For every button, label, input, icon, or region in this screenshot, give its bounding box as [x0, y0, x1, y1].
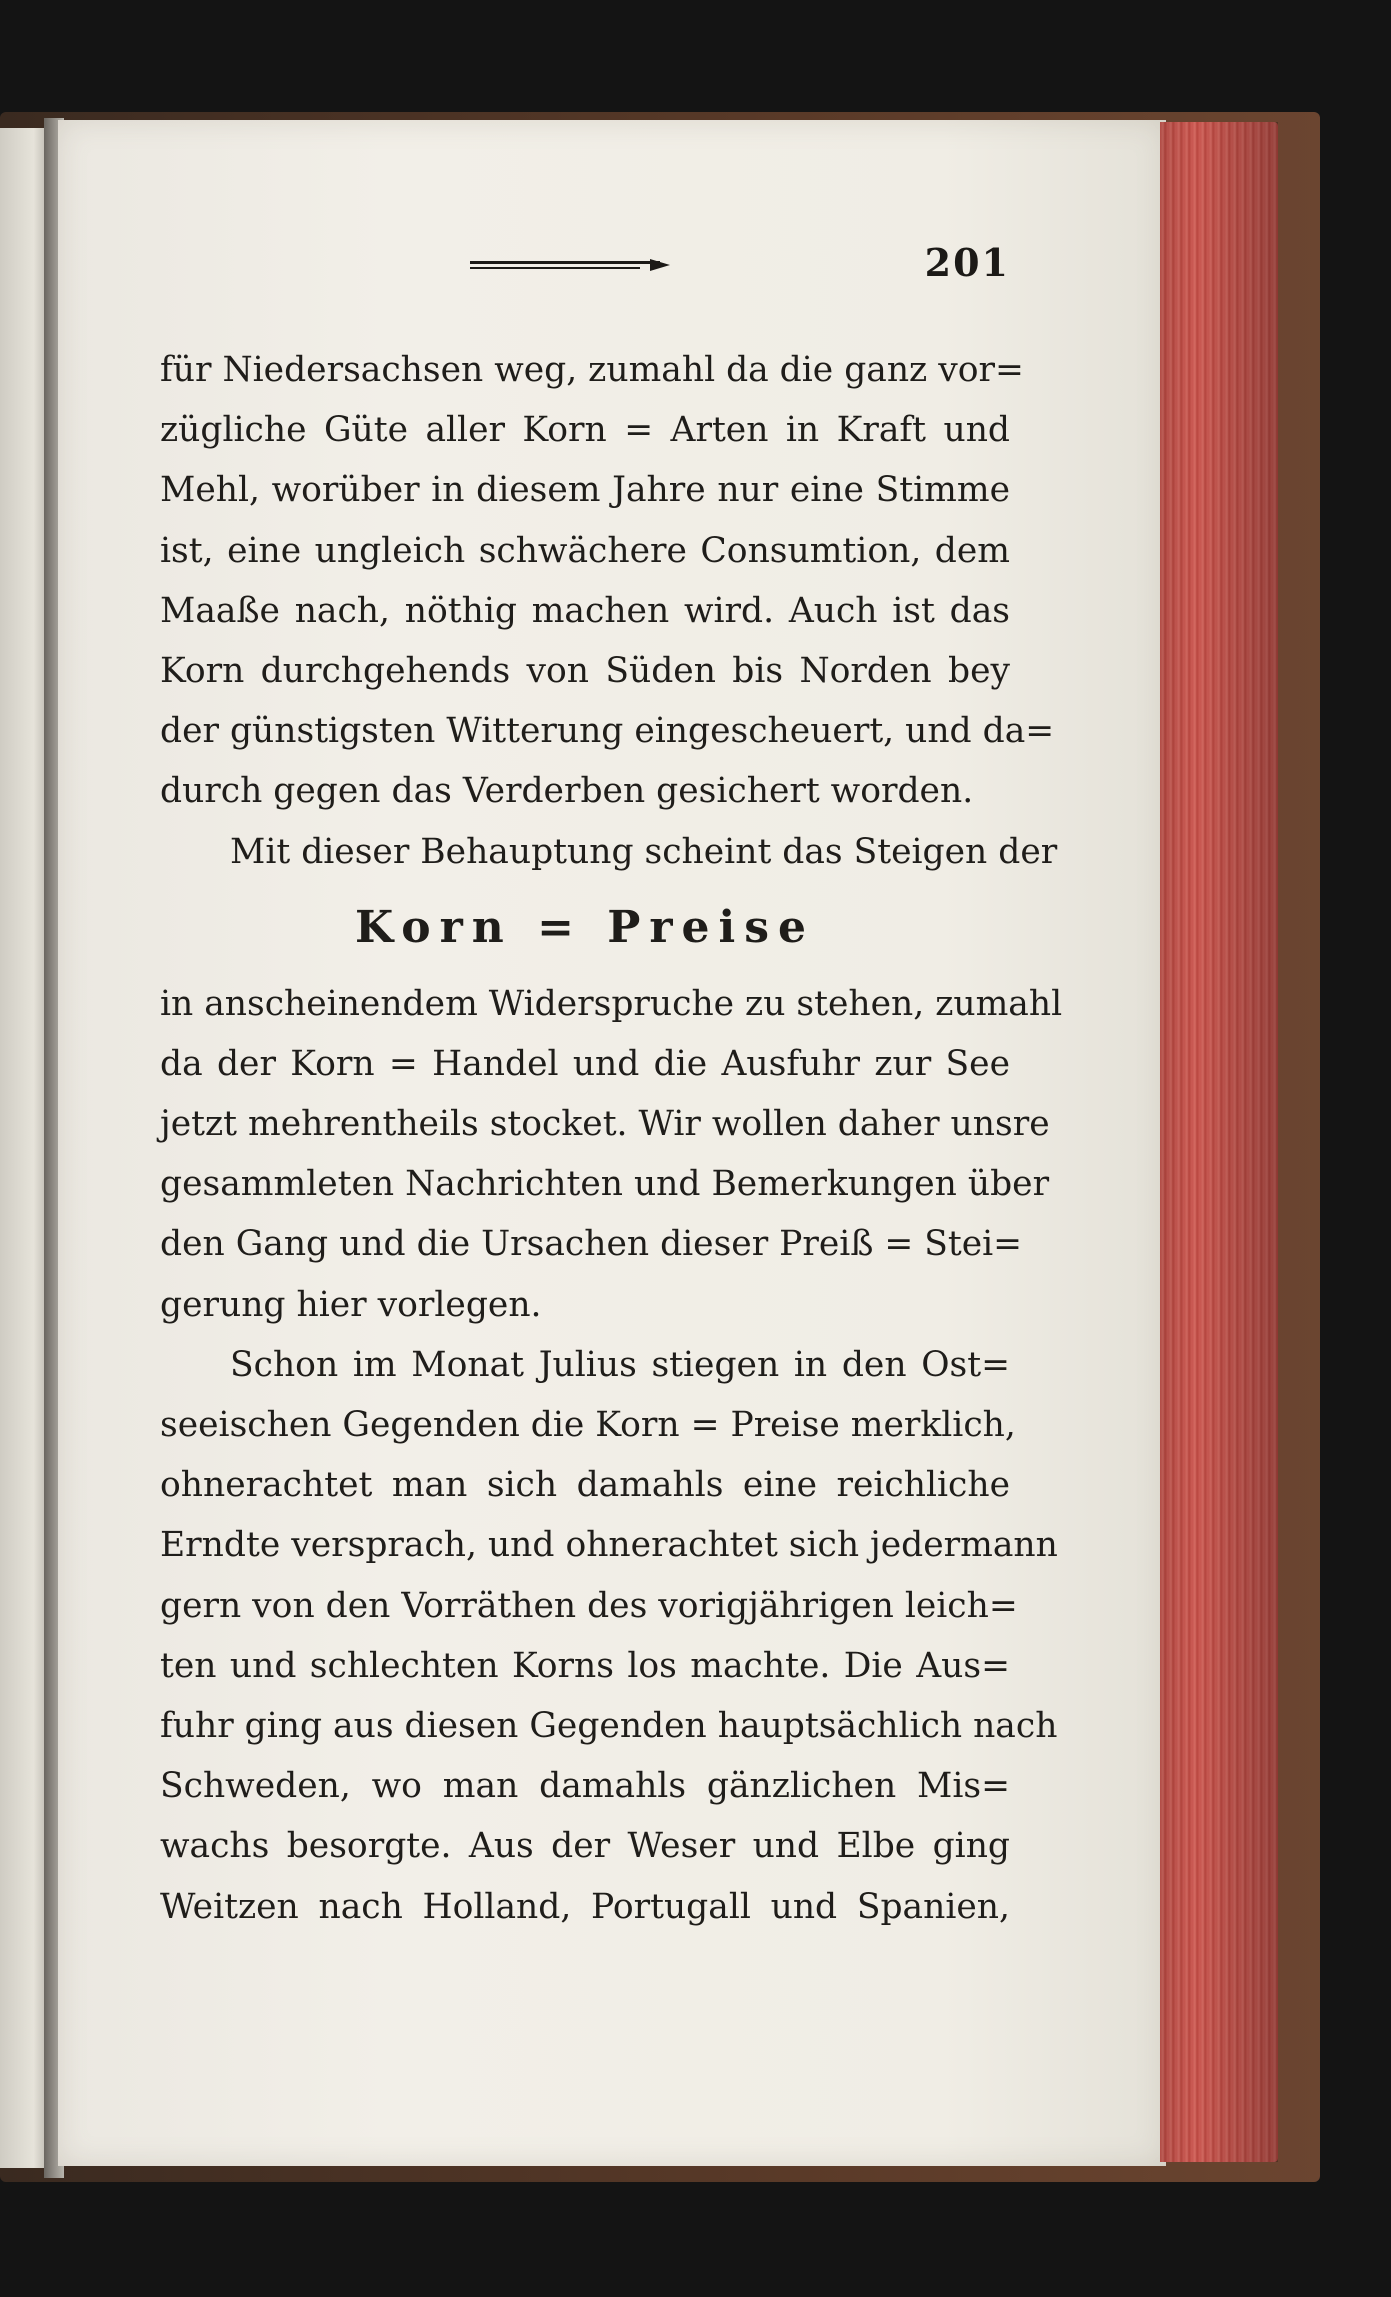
text-line: seeischen Gegenden die Korn = Preise merklich, [160, 1405, 1016, 1445]
text-line: fuhr ging aus diesen Gegenden hauptsächlich nach [160, 1705, 1058, 1746]
text-line: gesammleten Nachrichten und Bemerkungen über [160, 1164, 1050, 1205]
text-line: Mit dieser Behauptung scheint das Steigen der [230, 831, 1058, 872]
page-header [160, 240, 1010, 300]
text-line: Mehl, worüber in diesem Jahre nur eine Stimme [160, 470, 1010, 511]
left-page-edge [0, 128, 48, 2168]
text-line: Weitzen nach Holland, Portugall und Spanien, [160, 1886, 1010, 1927]
text-line: Erndte versprach, und ohnerachtet sich jedermann [160, 1525, 1058, 1566]
text-line: Schweden, wo man damahls gänzlichen Mis= [160, 1766, 1010, 1807]
text-line: zügliche Güte aller Korn = Arten in Kraft und [160, 410, 1010, 451]
text-line: da der Korn = Handel und die Ausfuhr zur See [160, 1043, 1010, 1084]
ornamental-rule [470, 257, 670, 273]
text-line: jetzt mehrentheils stocket. Wir wollen daher unsre [160, 1104, 1050, 1145]
text-line: gerung hier vorlegen. [160, 1284, 542, 1325]
text-line: den Gang und die Ursachen dieser Preiß = Stei= [160, 1224, 1023, 1265]
page-number: 201 [924, 240, 1010, 285]
text-line: gern von den Vorräthen des vorigjährigen leich= [160, 1585, 1018, 1626]
text-line: Maaße nach, nöthig machen wird. Auch ist das [160, 590, 1010, 631]
text-line: für Niedersachsen weg, zumahl da die ganz vor= [160, 350, 1024, 390]
text-line: Schon im Monat Julius stiegen in den Ost= [230, 1344, 1010, 1385]
page-body [160, 340, 1063, 1937]
text-line: in anscheinendem Widerspruche zu stehen, zumahl [160, 983, 1063, 1024]
text-line: durch gegen das Verderben gesichert worden. [160, 771, 974, 812]
page-edge-shadow [1160, 122, 1278, 2162]
text-line: ohnerachtet man sich damahls eine reichliche [160, 1465, 1010, 1506]
text-line: wachs besorgte. Aus der Weser und Elbe ging [160, 1826, 1010, 1867]
text-line: ist, eine ungleich schwächere Consumtion, dem [160, 530, 1010, 571]
text-line: Korn durchgehends von Süden bis Norden bey [160, 650, 1010, 691]
text-line: der günstigsten Witterung eingescheuert, und da= [160, 711, 1055, 752]
text-line: ten und schlechten Korns los machte. Die Aus= [160, 1645, 1010, 1686]
section-heading: Korn = Preise [354, 901, 816, 953]
